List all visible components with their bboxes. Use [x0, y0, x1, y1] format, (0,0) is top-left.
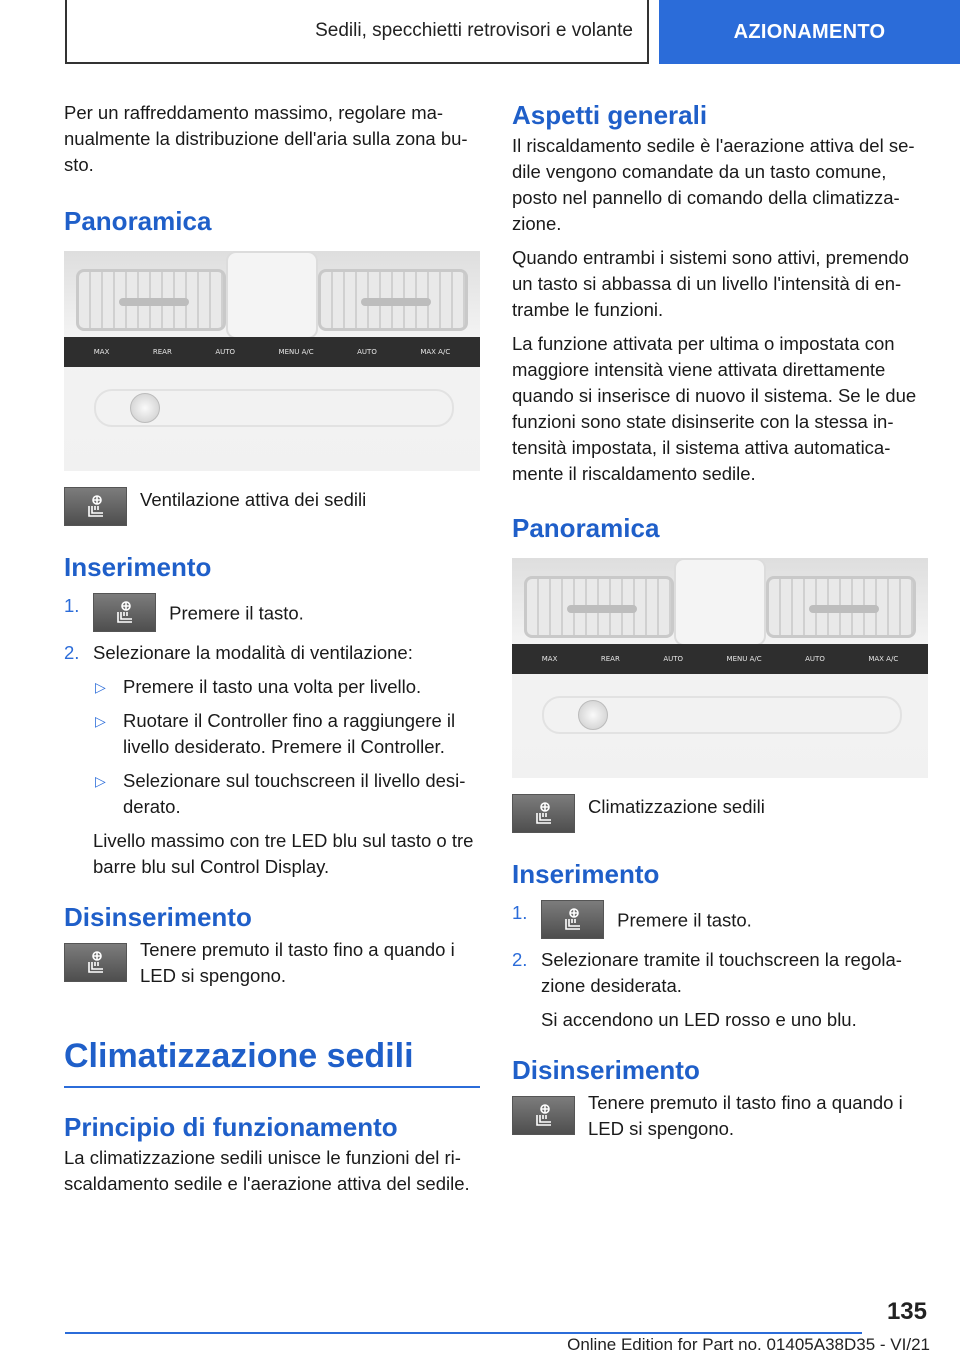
led-note: Si accendono un LED rosso e uno blu.	[541, 1009, 857, 1030]
climate-panel-photo-right	[512, 558, 928, 778]
seat-climate-icon	[512, 794, 575, 833]
inserimento-heading-left: Inserimento	[64, 552, 212, 582]
panel-button-bar: MAX REAR AUTO MENU A/C AUTO MAX A/C	[64, 337, 480, 367]
disinserimento-text: Tenere premuto il tasto fino a quando i LED si spengono.	[588, 1092, 903, 1139]
right-column	[512, 100, 928, 1142]
bullet-list	[93, 674, 480, 820]
list-item: 1. Premere il tasto.	[512, 900, 928, 939]
controller-knob	[578, 700, 608, 730]
icon-caption-text: Climatizzazione sedili	[588, 796, 765, 817]
icon-caption-row-left	[64, 487, 480, 526]
inserimento-heading-right: Inserimento	[512, 859, 660, 889]
intro-paragraph: Per un raffreddamento massimo, regolare manualmente la distribuzione dell'aria sulla zona busto.	[64, 102, 468, 175]
list-item: ▷ Premere il tasto una volta per livello.	[95, 676, 422, 697]
section-title-text: Sedili, specchietti retrovisori e volante	[315, 20, 633, 41]
max-level-note: Livello massimo con tre LED blu sul tasto o tre barre blu sul Control Display.	[93, 830, 474, 877]
left-column	[64, 100, 480, 1197]
icon-caption-row-right-off	[512, 1092, 928, 1142]
aspetti-paragraph-2: Quando entrambi i sistemi sono attivi, premendo un tasto si abbassa di un livello l'intensità di entrambe le funzioni.	[512, 247, 909, 320]
panoramica-heading-left: Panoramica	[64, 206, 212, 236]
steps-list-right	[512, 900, 928, 999]
disinserimento-heading-right: Disinserimento	[512, 1055, 700, 1085]
seat-climate-icon	[512, 1096, 575, 1135]
panoramica-heading-right: Panoramica	[512, 513, 660, 543]
seat-ventilation-icon	[93, 593, 156, 632]
seat-ventilation-icon	[64, 487, 127, 526]
principio-paragraph: La climatizzazione sedili unisce le funzioni del riscaldamento sedile e l'aerazione attiva del sedile.	[64, 1147, 470, 1194]
principio-heading: Principio di funzionamento	[64, 1112, 398, 1142]
panel-button-bar: MAX REAR AUTO MENU A/C AUTO MAX A/C	[512, 644, 928, 674]
page-number: 135	[886, 1298, 927, 1325]
edition-footer: Online Edition for Part no. 01405A38D35 - VI/21	[567, 1335, 930, 1354]
disinserimento-heading-left: Disinserimento	[64, 902, 252, 932]
aspetti-paragraph-3: La funzione attivata per ultima o impostata con maggiore intensità viene attivata direttamente quando si inserisce di nuovo il sistema. Se le due funzioni sono state disinserite con la stessa intensità impostata, il sistema attiva automaticamente il riscaldamento sedile.	[512, 333, 917, 484]
footer-rule	[65, 1332, 862, 1334]
disinserimento-text: Tenere premuto il tasto fino a quando i LED si spengono.	[140, 939, 455, 986]
list-item: 2. Selezionare la modalità di ventilazione: ▷ Premere il tasto una volta per livello. ▷ Ruotare il Controller fino a raggiungere il livello desiderato. Premere il Controller. ▷ Selezionare sul touchscreen il livello desiderato.	[64, 640, 480, 820]
icon-caption-row-right	[512, 794, 928, 833]
header-section-title	[65, 0, 649, 64]
climate-panel-photo-left	[64, 251, 480, 471]
chapter-text: AZIONAMENTO	[733, 20, 886, 43]
controller-knob	[130, 393, 160, 423]
icon-caption-row-left-off	[64, 939, 480, 989]
steps-list-left	[64, 593, 480, 820]
header-chapter-tab	[659, 0, 960, 64]
list-item: 2. Selezionare tramite il touchscreen la regolazione desiderata.	[512, 949, 902, 996]
climatizzazione-title: Climatizzazione sedili	[64, 1037, 480, 1088]
icon-caption-text: Ventilazione attiva dei sedili	[140, 489, 367, 510]
seat-ventilation-icon	[64, 943, 127, 982]
list-item: ▷ Ruotare il Controller fino a raggiungere il livello desiderato. Premere il Controller.	[95, 710, 456, 757]
list-item: 1. Premere il tasto.	[64, 593, 480, 632]
seat-climate-icon	[541, 900, 604, 939]
list-item: ▷ Selezionare sul touchscreen il livello desiderato.	[95, 770, 466, 817]
aspetti-paragraph-1: Il riscaldamento sedile è l'aerazione attiva del sedile vengono comandate da un tasto comune, posto nel pannello di comando della climatizzazione.	[512, 135, 915, 234]
aspetti-heading: Aspetti generali	[512, 100, 708, 130]
